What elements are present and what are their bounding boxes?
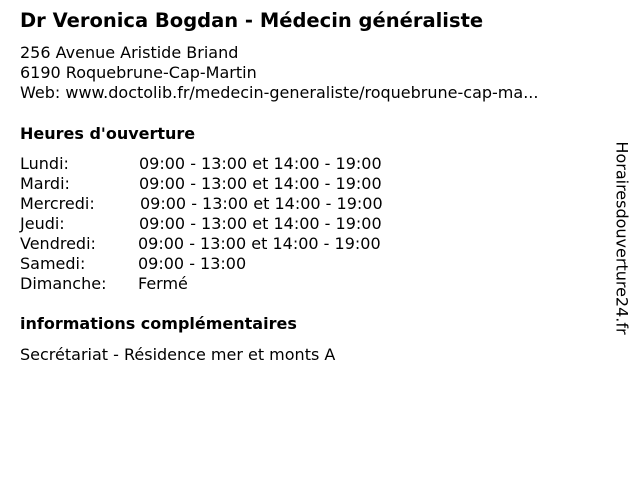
address-street: 256 Avenue Aristide Briand (20, 43, 239, 62)
page-title: Dr Veronica Bogdan - Médecin généraliste (20, 9, 484, 32)
address-web (20, 83, 538, 103)
day-label: Samedi: (20, 254, 86, 273)
day-hours: 09:00 - 13:00 et 14:00 - 19:00 (139, 154, 382, 173)
day-hours: 09:00 - 13:00 et 14:00 - 19:00 (140, 194, 383, 213)
day-hours: 09:00 - 13:00 et 14:00 - 19:00 (139, 214, 382, 233)
web-link[interactable]: www.doctolib.fr/medecin-generaliste/roquebrune-cap-ma... (65, 83, 539, 102)
address-city: 6190 Roquebrune-Cap-Martin (20, 63, 257, 82)
day-label: Dimanche: (20, 274, 107, 293)
day-hours: Fermé (138, 274, 188, 293)
additional-info-heading: informations complémentaires (20, 314, 297, 333)
day-label: Lundi: (20, 154, 69, 173)
additional-info-text: Secrétariat - Résidence mer et monts A (20, 345, 336, 364)
day-hours: 09:00 - 13:00 et 14:00 - 19:00 (138, 234, 381, 253)
day-label: Mercredi: (20, 194, 95, 213)
site-watermark: Horairesdouverture24.fr (612, 141, 632, 335)
day-label: Mardi: (20, 174, 70, 193)
web-label: Web: (20, 83, 61, 102)
day-hours: 09:00 - 13:00 et 14:00 - 19:00 (139, 174, 382, 193)
address-block (20, 43, 538, 103)
day-label: Jeudi: (20, 214, 65, 233)
opening-hours-heading: Heures d'ouverture (20, 124, 196, 143)
day-hours: 09:00 - 13:00 (138, 254, 247, 273)
day-label: Vendredi: (20, 234, 96, 253)
